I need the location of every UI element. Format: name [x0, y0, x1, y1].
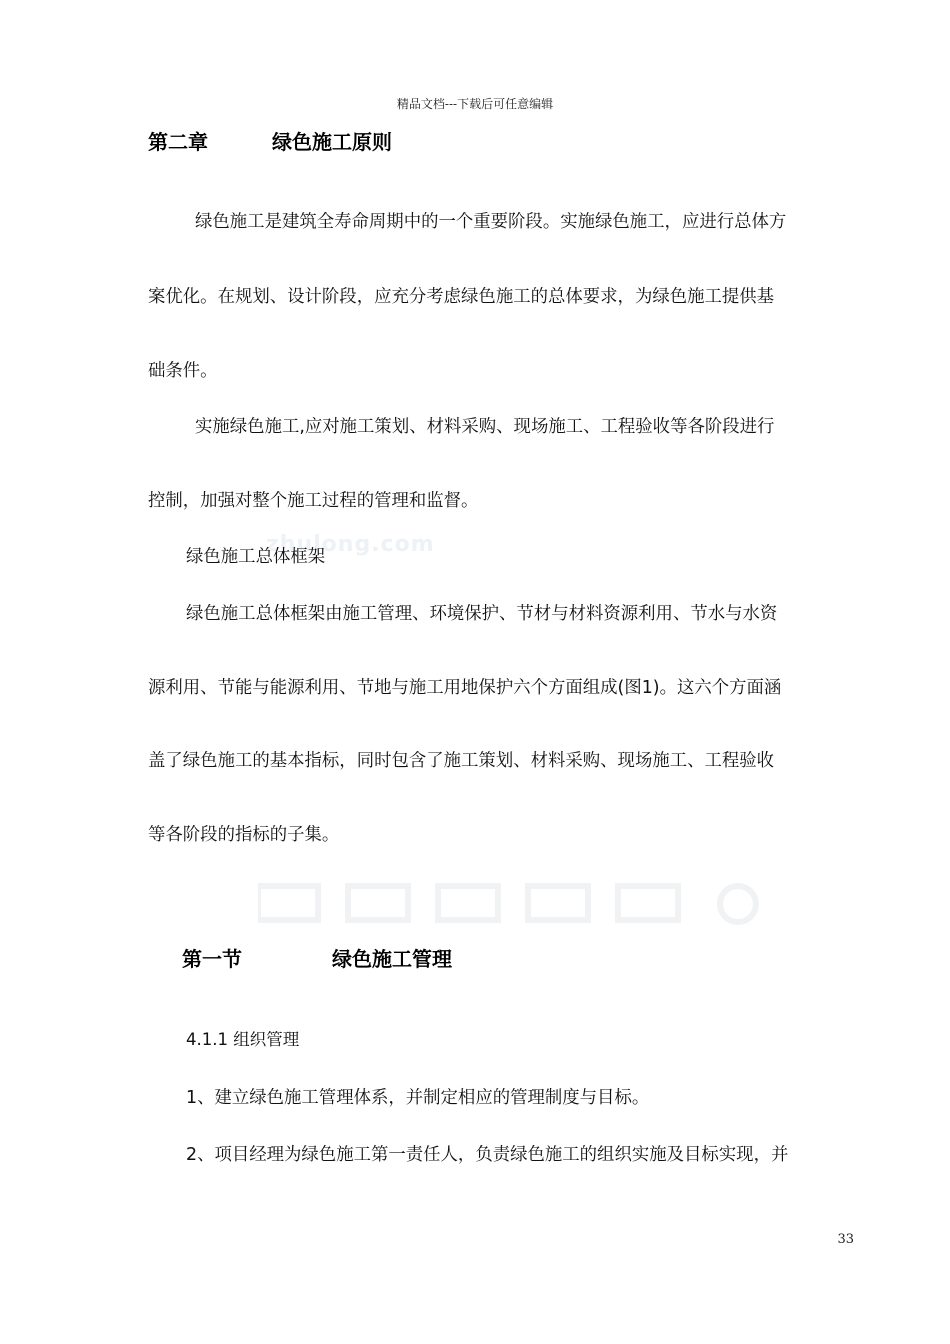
paragraph-line: 控制，加强对整个施工过程的管理和监督。 [148, 491, 479, 511]
paragraph-line: 案优化。在规划、设计阶段，应充分考虑绿色施工的总体要求，为绿色施工提供基 [148, 287, 775, 307]
chapter-title [148, 126, 392, 155]
watermark-logo [258, 878, 778, 926]
list-item: 2、项目经理为绿色施工第一责任人，负责绿色施工的组织实施及目标实现，并 [186, 1145, 789, 1165]
paragraph-line: 等各阶段的指标的子集。 [148, 825, 340, 845]
paragraph-line: 源利用、节能与能源利用、节地与施工用地保护六个方面组成(图1)。这六个方面涵 [148, 678, 782, 698]
watermark: zhulong.com [266, 532, 435, 557]
paragraph-line: 绿色施工总体框架由施工管理、环境保护、节材与材料资源利用、节水与水资 [186, 604, 778, 624]
chapter-number: 第二章 [148, 130, 208, 154]
section-title [182, 943, 452, 972]
chapter-name: 绿色施工原则 [272, 130, 392, 154]
section-number: 第一节 [182, 947, 242, 971]
page-header-note: 精品文档---下载后可任意编辑 [396, 97, 554, 111]
watermark-logo-graphic [258, 878, 778, 926]
paragraph-line: 绿色施工是建筑全寿命周期中的一个重要阶段。实施绿色施工，应进行总体方 [195, 212, 787, 232]
paragraph-line: 础条件。 [148, 361, 218, 381]
subsection-heading: 4.1.1 组织管理 [186, 1030, 300, 1049]
list-item: 1、建立绿色施工管理体系，并制定相应的管理制度与目标。 [186, 1088, 650, 1108]
page-number: 33 [837, 1232, 854, 1247]
paragraph-line: 盖了绿色施工的基本指标，同时包含了施工策划、材料采购、现场施工、工程验收 [148, 751, 775, 771]
paragraph-line: 实施绿色施工,应对施工策划、材料采购、现场施工、工程验收等各阶段进行 [195, 417, 775, 437]
section-name: 绿色施工管理 [332, 947, 452, 971]
framework-heading: 绿色施工总体框架 [186, 547, 326, 567]
